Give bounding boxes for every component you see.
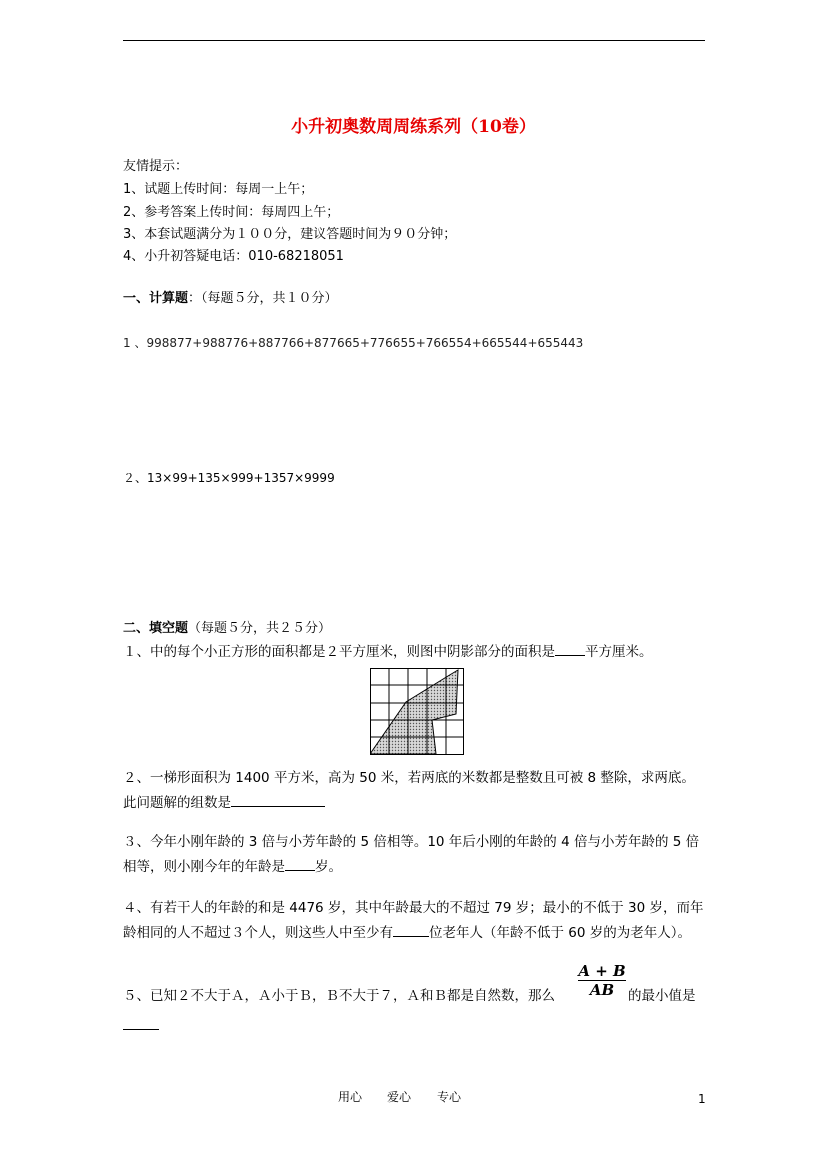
tip-item: 3、本套试题满分为１００分，建议答题时间为９０分钟； (123, 227, 457, 242)
section1-heading: 一、计算题 (123, 291, 189, 306)
fill-question-4-tail: 位老年人（年龄不低于 60 岁的为老年人）。 (429, 925, 692, 941)
answer-blank[interactable] (231, 792, 325, 807)
calc-question-1: 1 、998877+988776+887766+877665+776655+766554+665544+655443 (123, 336, 584, 350)
fill-question-3-text: ３、今年小刚年龄的 3 倍与小芳年龄的 5 倍相等。10 年后小刚的年龄的 4 倍与小芳年龄的 5 倍相等，则小刚今年的年龄是 (123, 834, 700, 875)
footer-slogan: 爱心 (387, 1090, 412, 1104)
tip-item: 1、试题上传时间：每周一上午； (123, 182, 314, 197)
answer-blank[interactable] (555, 641, 585, 656)
fill-question-3-unit: 岁。 (315, 859, 342, 875)
fill-question-1-unit: 平方厘米。 (585, 644, 653, 660)
calc-question-2: ２、13×99+135×999+1357×9999 (123, 471, 335, 485)
shaded-grid-figure (370, 668, 464, 755)
section1-note: ：（每题５分，共１０分） (188, 291, 338, 306)
page-number: 1 (698, 1092, 706, 1106)
fill-question-5-tail: 的最小值是 (628, 988, 696, 1004)
header-rule (123, 40, 705, 41)
tip-item: 2、参考答案上传时间：每周四上午； (123, 205, 340, 220)
section2-header (123, 620, 331, 638)
fill-question-3 (123, 830, 708, 880)
tip-item: 4、小升初答疑电话：010-68218051 (123, 249, 344, 264)
answer-blank[interactable] (285, 856, 315, 871)
fill-question-4 (123, 896, 708, 946)
footer-slogan: 专心 (437, 1090, 462, 1104)
footer-slogan: 用心 (338, 1090, 363, 1104)
fill-question-2 (123, 766, 708, 816)
tips-heading: 友情提示： (123, 159, 189, 174)
section2-heading: 二、填空题 (123, 621, 189, 636)
section1-header (123, 290, 338, 308)
document-title: 小升初奥数周周练系列（10卷） (291, 117, 536, 137)
answer-blank[interactable] (123, 1015, 159, 1030)
fraction-numerator: A + B (578, 962, 626, 980)
fraction-denominator: AB (589, 981, 615, 999)
section2-note: （每题５分，共２５分） (188, 621, 332, 636)
fill-question-5-text: ５、已知２不大于Ａ，Ａ小于Ｂ，Ｂ不大于７，Ａ和Ｂ都是自然数，那么 (123, 988, 555, 1004)
fill-question-1-text: １、中的每个小正方形的面积都是２平方厘米，则图中阴影部分的面积是 (123, 644, 555, 660)
fill-question-4-text: ４、有若干人的年龄的和是 4476 岁，其中年龄最大的不超过 79 岁；最小的不低于 30 岁，而年龄相同的人不超过３个人，则这些人中至少有 (123, 900, 704, 941)
answer-blank[interactable] (393, 922, 429, 937)
fraction-a-plus-b-over-ab (576, 962, 628, 999)
fill-question-1 (123, 641, 653, 662)
fill-question-2-text: ２、一梯形面积为 1400 平方米，高为 50 米，若两底的米数都是整数且可被 8 整除，求两底。此问题解的组数是 (123, 770, 695, 811)
